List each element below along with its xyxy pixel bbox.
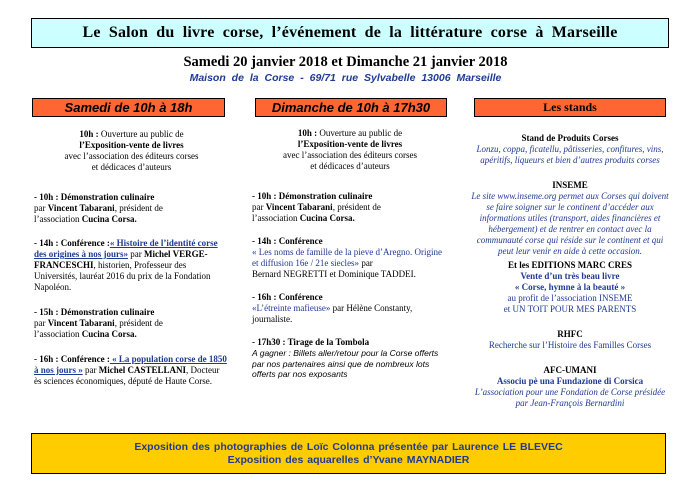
event-time: - 14h : Conférence : — [34, 238, 110, 248]
saturday-opening — [34, 129, 229, 173]
stand-description: Recherche sur l’Histoire des Familles Corses — [488, 340, 652, 350]
event-person: Vincent Tabarani — [47, 203, 115, 213]
event-time: - 15h : Démonstration culinaire — [34, 307, 155, 317]
footer-line: Exposition des photographies de Loïc Colonna présentée par Laurence LE BLEVEC — [134, 440, 563, 453]
event-time: - 10h : Démonstration culinaire — [34, 192, 155, 202]
event-text: , président de — [114, 318, 163, 328]
footer-line: Exposition des aquarelles d’Yvane MAYNADIER — [227, 453, 470, 466]
stand-description: L’association pour une Fondation de Corse présidée par Jean-François Bernardini — [474, 387, 666, 408]
event-text: , président de — [114, 203, 163, 213]
event-text: par — [34, 203, 48, 213]
stand-title: INSEME — [552, 180, 588, 190]
stand-marc-cres — [470, 260, 670, 315]
saturday-event — [34, 238, 229, 293]
sunday-heading: Dimanche de 10h à 17h30 — [255, 98, 447, 117]
sunday-opening — [252, 128, 448, 172]
event-text: l’association — [34, 214, 82, 224]
stand-rhfc — [470, 329, 670, 351]
event-text: par — [359, 258, 373, 268]
event-time: - 16h : Conférence : — [34, 354, 110, 364]
event-dates: Samedi 20 janvier 2018 et Dimanche 21 janvier 2018 — [183, 54, 508, 70]
tombola-note: A gagner : Billets aller/retour pour la Corse offerts par nos partenaires ainsi que de nombreux lots offerts par nos exposants — [252, 348, 439, 379]
saturday-program — [34, 129, 229, 397]
event-speaker: Bernard NEGRETTI et Dominique TADDEI. — [252, 269, 416, 279]
stand-title: RHFC — [557, 329, 583, 339]
opening-line: avec l’association des éditeurs corses — [64, 151, 199, 161]
opening-line: avec l’association des éditeurs corses — [283, 150, 417, 160]
opening-time: 10h : — [297, 128, 318, 138]
event-time: - 17h30 : Tirage de la Tombola — [252, 337, 370, 347]
event-speaker: Michel VERGE-FRANCESCHI — [34, 249, 208, 270]
stand-afc-umani — [470, 365, 670, 409]
venue-address: Maison de la Corse - 69/71 rue Sylvabelle 13006 Marseille — [189, 72, 502, 84]
stand-text: Associu pè una Fundazione di Corsica — [496, 376, 644, 386]
stand-description: Lonzu, coppa, ficatellu, pâtisseries, confitures, vins, apéritifs, liqueurs et bien d’autres produits corses — [476, 144, 664, 165]
event-topic: « La population corse de 1850 à nos jours » — [34, 354, 227, 375]
event-text: , historien, Professeur des Universités, lauréat 2016 du prix de la Fondation Napoléon. — [34, 260, 211, 292]
event-speaker: journaliste. — [252, 314, 293, 324]
event-topic: «L’étreinte mafieuse» — [252, 303, 331, 313]
opening-time: 10h : — [79, 129, 99, 139]
event-text: par — [82, 365, 99, 375]
event-org: Cucina Corsa. — [299, 213, 355, 223]
event-org: Cucina Corsa. — [81, 329, 137, 339]
saturday-event — [34, 354, 229, 387]
event-text: par — [128, 249, 145, 259]
stand-text: au profit de l’association INSEME — [507, 293, 633, 303]
event-topic: « Les noms de famille de la pieve d’Aregno. Origine et diffusion 16e / 21e siecles» — [252, 247, 442, 268]
event-org: Cucina Corsa. — [81, 214, 137, 224]
saturday-heading: Samedi de 10h à 18h — [32, 98, 225, 117]
page-title: Le Salon du livre corse, l’événement de la littérature corse à Marseille — [31, 18, 669, 48]
stand-description — [470, 191, 670, 257]
event-text: l’association — [252, 213, 300, 223]
event-text: , président de — [332, 202, 381, 212]
opening-line: et dédicaces d’auteurs — [310, 161, 390, 171]
sunday-event — [252, 292, 448, 325]
stand-inseme — [470, 180, 670, 257]
event-text: l’association — [34, 329, 82, 339]
stand-text: permet aux Corses qui doivent se faire soigner sur le continent d’accéder aux informations utiles (transport, aides financières et hébergement) et de rentrer en contact avec la communauté corse qui réside sur le continent et qui peut leur venir en aide à cette occasion. — [476, 191, 669, 256]
opening-line: Ouverture au public de — [317, 128, 403, 138]
stand-text: et UN TOIT POUR MES PARENTS — [503, 304, 637, 314]
inseme-link[interactable]: www.inseme.org — [497, 191, 557, 201]
stand-text: Le site — [471, 191, 498, 201]
stand-text: « Corse, hymne à la beauté » — [514, 282, 626, 292]
saturday-event — [34, 307, 229, 340]
event-time: - 10h : Démonstration culinaire — [252, 191, 373, 201]
event-text: , Docteur ès sciences économiques, député de Haute Corse. — [34, 365, 220, 386]
event-text: par Hélène Constanty, — [330, 303, 413, 313]
sunday-event — [252, 337, 448, 380]
stand-title: AFC-UMANI — [543, 365, 597, 375]
footer-banner — [31, 433, 666, 474]
stand-produits — [470, 133, 670, 166]
opening-line: Ouverture au public de — [98, 129, 184, 139]
stands-list — [470, 128, 670, 409]
event-time: - 14h : Conférence — [252, 236, 323, 246]
stand-title: Et les EDITIONS MARC CRES — [507, 260, 632, 270]
event-text: par — [34, 318, 48, 328]
opening-line: et dédicaces d’auteurs — [91, 162, 172, 172]
event-person: Vincent Tabarani — [47, 318, 115, 328]
sunday-program — [252, 128, 448, 390]
event-person: Vincent Tabarani — [265, 202, 333, 212]
event-speaker: Michel CASTELLANI — [98, 365, 187, 375]
stand-text: Vente d’un très beau livre — [520, 271, 620, 281]
stand-title: Stand de Produits Corses — [521, 133, 619, 143]
event-text: par — [252, 202, 266, 212]
opening-line: l’Exposition-vente de livres — [297, 139, 403, 149]
stands-heading: Les stands — [474, 98, 666, 117]
opening-line: l’Exposition-vente de livres — [79, 140, 184, 150]
event-topic: « Histoire de l’identité corse des origines à nos jours» — [34, 238, 218, 259]
saturday-event — [34, 192, 229, 225]
sunday-event — [252, 236, 448, 280]
event-time: - 16h : Conférence — [252, 292, 323, 302]
sunday-event — [252, 191, 448, 224]
